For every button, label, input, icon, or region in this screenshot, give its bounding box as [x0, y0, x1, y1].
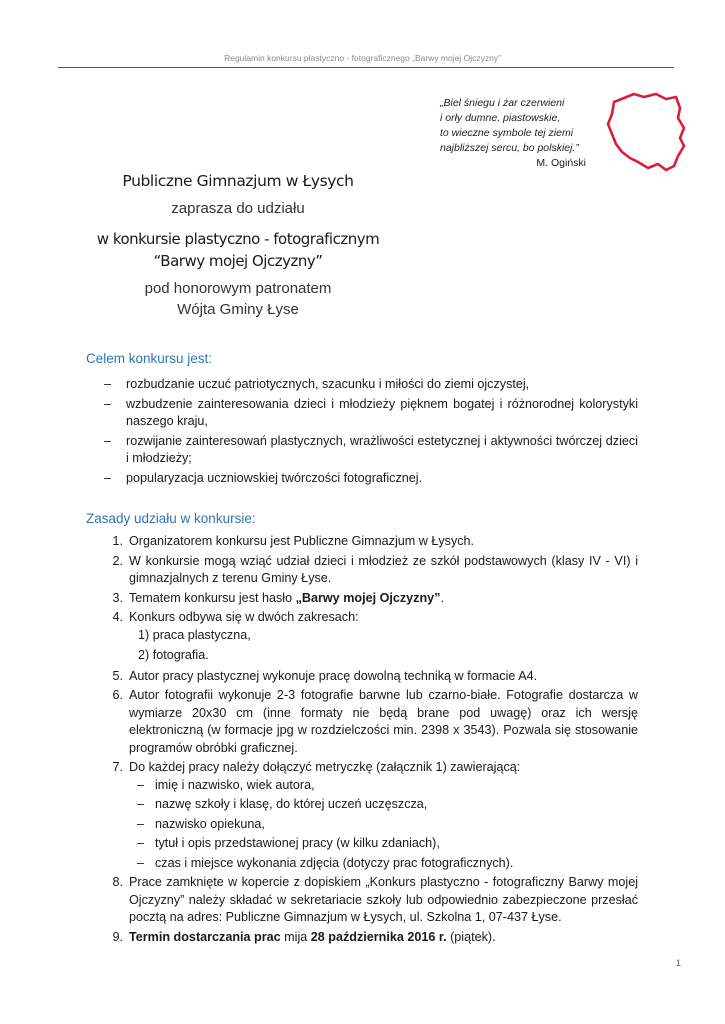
- rule-item: [104, 668, 638, 686]
- rule-text: W konkursie mogą wziąć udział dzieci i młodzież ze szkół podstawowych (klasy IV - VI) i gimnazjalnych z terenu Gminy Łyse.: [129, 553, 638, 585]
- page-number: 1: [676, 958, 682, 968]
- rule-item: [104, 874, 638, 927]
- patron-name: Wójta Gminy Łyse: [177, 301, 299, 318]
- poem-line: to wieczne symbole tej ziemi: [440, 127, 574, 139]
- contest-prefix: w: [96, 230, 113, 248]
- rule-number: 6.: [112, 688, 123, 702]
- rules-list: [104, 533, 638, 948]
- scope-item: 1) praca plastyczna,: [138, 627, 251, 642]
- poem-line: „Biel śniegu i żar czerwieni: [440, 97, 565, 109]
- form-field-item: – nazwę szkoły i klasę, do której uczeń uczęszcza,: [137, 796, 638, 814]
- form-fields-list: [129, 777, 638, 873]
- deadline-weekday: (piątek).: [446, 929, 496, 944]
- deadline-label: Termin dostarczania prac: [129, 929, 281, 944]
- patronage-text: pod honorowym patronatem: [144, 280, 332, 297]
- rule-text: Prace zamknięte w kopercie z dopiskiem „Konkurs plastyczno - fotograficzny Barwy mojej Ojczyzny” należy składać w sekretariacie szkoły lub odpowiednio zabezpieczone przesłać pocztą na adres: Publiczne Gimnazjum w Łysych, ul. Szkolna 1, 07-437 Łyse.: [129, 875, 638, 924]
- scope-list: [129, 627, 638, 665]
- deadline-date: 28 października 2016 r.: [310, 929, 447, 944]
- goal-item: – rozwijanie zainteresowań plastycznych, wrażliwości estetycznej i aktywności twórczej dzieci i młodzieży;: [104, 433, 638, 468]
- rule-item: [104, 929, 638, 947]
- rules-heading: Zasady udziału w konkursie:: [86, 511, 256, 526]
- school-name: Publiczne Gimnazjum w Łysych: [122, 172, 354, 190]
- rule-item: [104, 590, 638, 608]
- goal-item: – wzbudzenie zainteresowania dzieci i młodzieży pięknem bogatej i różnorodnej kolorystyki naszego kraju,: [104, 396, 638, 431]
- rule-number: 2.: [112, 553, 123, 568]
- poem-line: najbliższej sercu, bo polskiej.”: [440, 142, 579, 154]
- rule-text: Organizatorem konkursu jest Publiczne Gimnazjum w Łysych.: [129, 534, 475, 548]
- form-field-item: – nazwisko opiekuna,: [137, 816, 638, 834]
- poem-quote: [440, 96, 590, 171]
- deadline-connector: mija: [280, 929, 311, 944]
- form-field-item: – imię i nazwisko, wiek autora,: [137, 777, 638, 795]
- goal-item: – popularyzacja uczniowskiej twórczości fotograficznej.: [104, 470, 638, 488]
- rule-text: Konkurs odbywa się w dwóch zakresach:: [129, 610, 359, 624]
- form-field-item: – czas i miejsce wykonania zdjęcia (dotyczy prac fotograficznych).: [137, 855, 638, 873]
- rule-item: [104, 609, 638, 665]
- contest-slogan: „Barwy mojej Ojczyzny”: [295, 590, 441, 605]
- rule-number: 9.: [112, 929, 123, 944]
- page-header: Regulamin konkursu plastyczno - fotograficznego „Barwy mojej Ojczyzny”: [224, 53, 501, 63]
- rule-item: [104, 533, 638, 551]
- rule-text: Autor fotografii wykonuje 2-3 fotografie barwne lub czarno-białe. Fotografie dostarcza w wymiarze 20x30 cm (inne formaty nie będą brane pod uwagę) oraz ich wersję elektroniczną (w formacje jpg w rozdzielczości min. 2398 x 3543). Pozwala się stosowanie programów obróbki graficznej.: [129, 688, 638, 755]
- rule-number: 4.: [112, 610, 123, 624]
- goals-heading: Celem konkursu jest:: [86, 351, 213, 366]
- rule-number: 7.: [112, 760, 123, 774]
- poland-map-icon: [600, 90, 688, 180]
- poem-author: M. Ogiński: [536, 157, 586, 169]
- contest-type-text: konkursie plastyczno - fotograficznym: [112, 230, 380, 248]
- goal-item: – rozbudzanie uczuć patriotycznych, szacunku i miłości do ziemi ojczystej,: [104, 376, 638, 394]
- rule-item: [104, 687, 638, 757]
- rule-text: Autor pracy plastycznej wykonuje pracę dowolną techniką w formacie A4.: [129, 668, 538, 683]
- form-field-item: – tytuł i opis przedstawionej pracy (w kilku zdaniach),: [137, 835, 638, 853]
- contest-type: [0, 230, 476, 248]
- rule-number: 5.: [112, 668, 123, 683]
- rule-number: 1.: [112, 534, 123, 548]
- rule-text: Tematem konkursu jest hasło: [129, 590, 296, 605]
- rule-text: Do każdej pracy należy dołączyć metryczkę (załącznik 1) zawierającą:: [129, 760, 521, 774]
- scope-item: 2) fotografia.: [138, 648, 209, 662]
- goals-list: [104, 376, 638, 489]
- invitation-text: zaprasza do udziału: [171, 200, 305, 217]
- poem-line: i orły dumne, piastowskie,: [440, 112, 561, 124]
- contest-title: “Barwy mojej Ojczyzny”: [153, 252, 323, 270]
- header-divider: [58, 67, 674, 68]
- rule-item: [104, 759, 638, 872]
- rule-number: 3.: [112, 590, 123, 605]
- rule-text-end: .: [440, 590, 444, 605]
- rule-number: 8.: [112, 875, 123, 889]
- rule-item: [104, 553, 638, 588]
